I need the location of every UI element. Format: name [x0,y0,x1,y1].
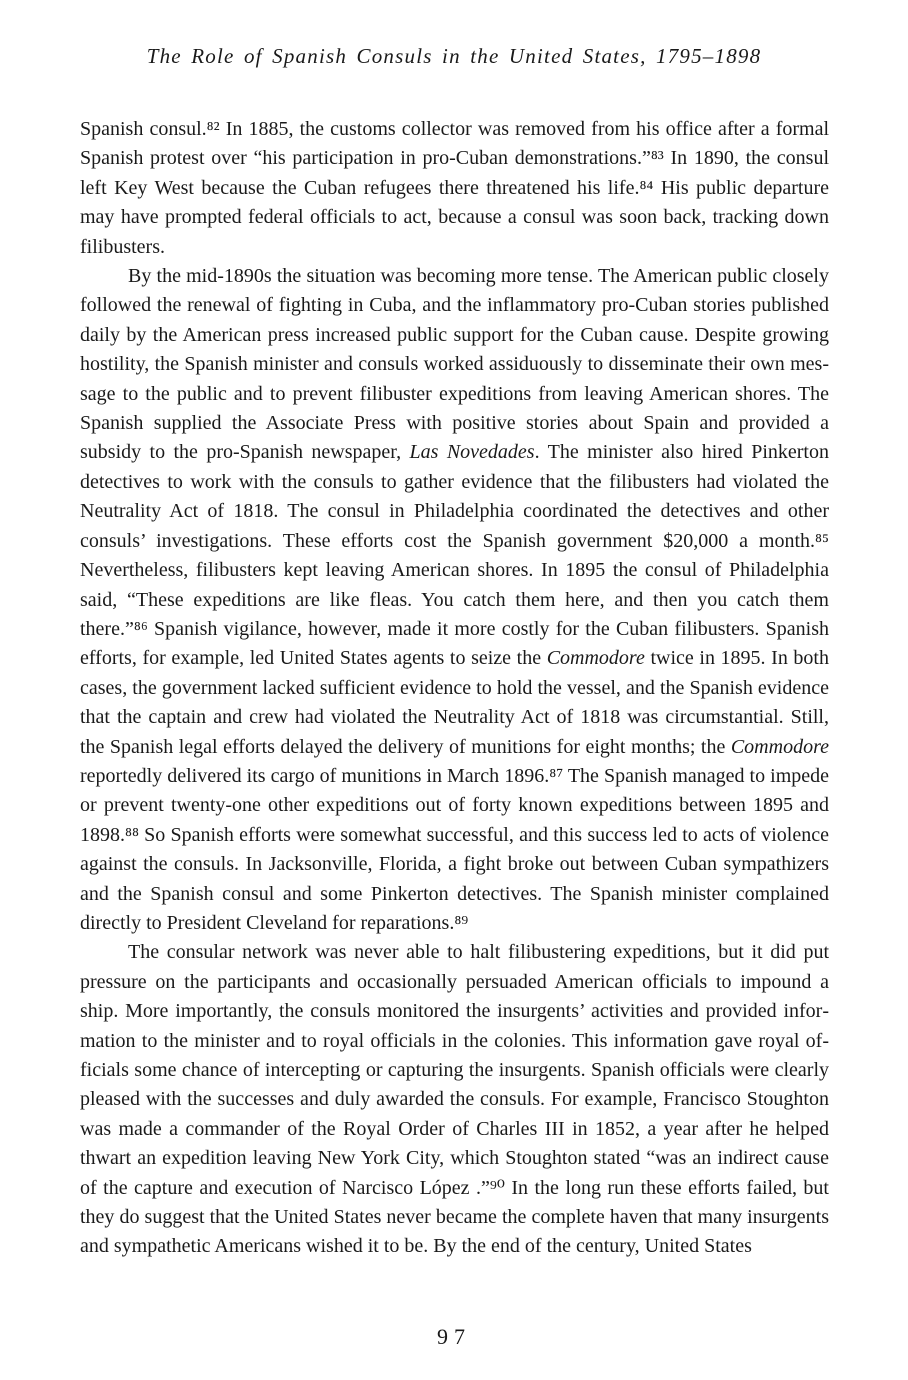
body-text [80,115,829,1262]
paragraph-1: Spanish consul.⁸² In 1885, the customs collector was removed from his office after a formal Spanish protest over “his participation in pro-Cuban demonstrations.”⁸³ In 1890, the consul left Key West because the Cuban refugees there threatened his life.⁸⁴ His public departure may have prompted federal officials to act, because a consul was soon back, tracking down filibusters. [80,118,829,258]
paragraph-2: By the mid-1890s the situation was becoming more tense. The American public closely followed the renewal of fighting in Cuba, and the inflammatory pro-Cuban stories published daily by the American press increased public support for the Cuban cause. Despite growing hostility, the Spanish minister and consuls worked assiduously to disseminate their own message to the public and to prevent filibuster expeditions from leaving American shores. The Spanish supplied the Associate Press with positive stories about Spain and provided a subsidy to the pro-Spanish newspaper, Las Novedades. The minister also hired Pinkerton detectives to work with the consuls to gather evidence that the filibusters had violated the Neutrality Act of 1818. The consul in Philadelphia coordinated the detectives and other consuls’ investigations. These efforts cost the Spanish government $20,000 a month.⁸⁵ Nevertheless, filibusters kept leaving American shores. In 1895 the consul of Philadelphia said, “These expeditions are like fleas. You catch them here, and then you catch them there.”⁸⁶ Spanish vigilance, however, made it more costly for the Cuban filibusters. Spanish efforts, for example, led United States agents to seize the Commodore twice in 1895. In both cases, the government lacked sufficient evidence to hold the vessel, and the Spanish evidence that the captain and crew had violated the Neutrality Act of 1818 was circumstantial. Still, the Spanish legal efforts delayed the delivery of munitions for eight months; the Commodore reportedly delivered its cargo of munitions in March 1896.⁸⁷ The Spanish managed to impede or prevent twenty-one other expeditions out of forty known expeditions between 1895 and 1898.⁸⁸ So Spanish efforts were somewhat successful, and this success led to acts of violence against the consuls. In Jacksonville, Florida, a fight broke out between Cuban sympathizers and the Spanish consul and some Pinkerton detectives. The Spanish minister complained directly to President Cleveland for reparations.⁸⁹ [80,265,829,934]
page-number: 97 [437,1324,471,1349]
running-title: The Role of Spanish Consuls in the United States, 1795–1898 [146,44,762,68]
paragraph-3: The consular network was never able to halt filibustering expeditions, but it did put pressure on the participants and occasionally persuaded American officials to impound a ship. More importantly, the consuls monitored the insurgents’ activities and provided information to the minister and to royal officials in the colonies. This information gave royal officials some chance of intercepting or capturing the insurgents. Spanish officials were clearly pleased with the successes and duly awarded the consuls. For example, Francisco Stoughton was made a commander of the Royal Order of Charles III in 1852, a year after he helped thwart an expedition leaving New York City, which Stoughton stated “was an indirect cause of the capture and execution of Narcisco López .”⁹⁰ In the long run these efforts failed, but they do suggest that the United States never became the complete haven that many insurgents and sympathetic Americans wished it to be. By the end of the century, United States [80,941,829,1258]
